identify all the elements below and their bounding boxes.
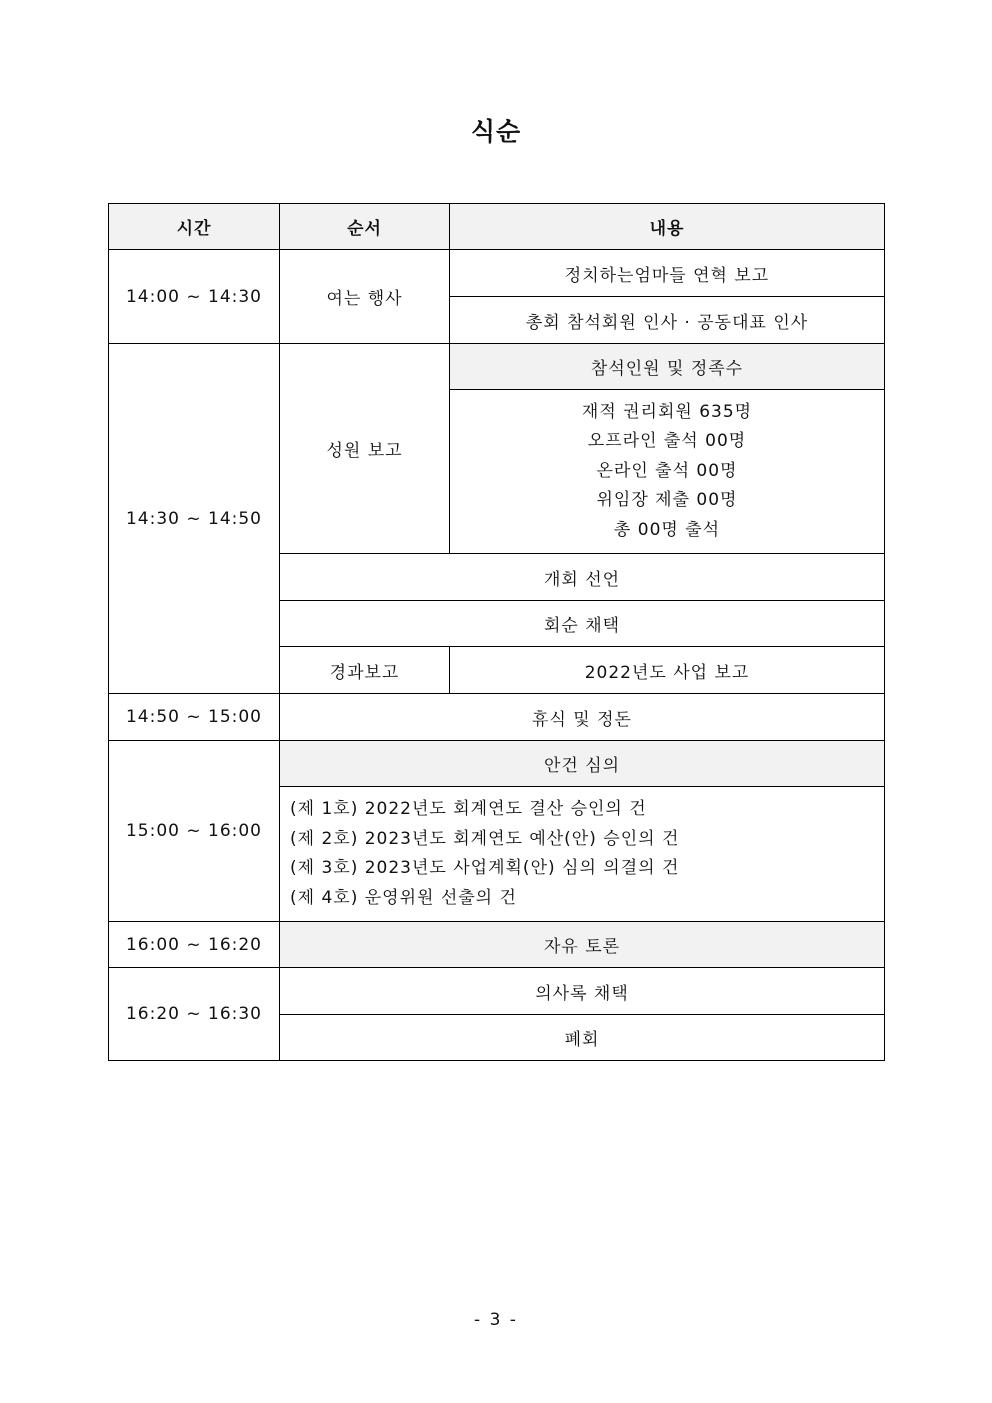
agenda-item: (제 2호) 2023년도 회계연도 예산(안) 승인의 건 <box>290 828 680 849</box>
order-cell: 성원 보고 <box>280 344 450 554</box>
order-cell: 경과보고 <box>280 647 450 694</box>
table-row <box>109 250 885 297</box>
agenda-table <box>108 203 885 1061</box>
deliberation-items <box>280 787 885 922</box>
quorum-line: 온라인 출석 00명 <box>596 460 738 481</box>
table-row <box>109 922 885 968</box>
time-cell: 14:30 ~ 14:50 <box>109 344 280 694</box>
header-order: 순서 <box>280 204 450 250</box>
quorum-details <box>450 390 885 554</box>
time-cell: 15:00 ~ 16:00 <box>109 741 280 922</box>
quorum-line: 위임장 제출 00명 <box>596 490 738 511</box>
agenda-item: (제 1호) 2022년도 회계연도 결산 승인의 건 <box>290 799 647 819</box>
table-row <box>109 741 885 787</box>
content-cell: 회순 채택 <box>280 601 885 647</box>
content-cell: 의사록 채택 <box>280 968 885 1015</box>
agenda-item: (제 3호) 2023년도 사업계획(안) 심의 의결의 건 <box>290 858 680 878</box>
page-number: - 3 - <box>474 1310 518 1330</box>
content-cell: 총회 참석회원 인사 · 공동대표 인사 <box>450 297 885 344</box>
content-cell: 2022년도 사업 보고 <box>450 647 885 694</box>
quorum-line: 재적 권리회원 635명 <box>581 401 753 422</box>
content-cell: 폐회 <box>280 1015 885 1061</box>
content-cell: 휴식 및 정돈 <box>280 694 885 741</box>
page-title: 식순 <box>470 117 522 146</box>
time-cell: 14:00 ~ 14:30 <box>109 250 280 344</box>
content-cell: 개회 선언 <box>280 554 885 601</box>
content-cell: 자유 토론 <box>280 922 885 968</box>
table-row <box>109 344 885 390</box>
quorum-line: 총 00명 출석 <box>613 519 721 540</box>
deliberation-header: 안건 심의 <box>280 741 885 787</box>
time-cell: 14:50 ~ 15:00 <box>109 694 280 741</box>
order-cell: 여는 행사 <box>280 250 450 344</box>
table-row <box>109 968 885 1015</box>
content-cell: 정치하는엄마들 연혁 보고 <box>450 250 885 297</box>
table-header-row <box>109 204 885 250</box>
time-cell: 16:20 ~ 16:30 <box>109 968 280 1061</box>
time-cell: 16:00 ~ 16:20 <box>109 922 280 968</box>
quorum-line: 오프라인 출석 00명 <box>587 431 747 452</box>
header-content: 내용 <box>450 204 885 250</box>
quorum-header: 참석인원 및 정족수 <box>450 344 885 390</box>
header-time: 시간 <box>109 204 280 250</box>
agenda-item: (제 4호) 운영위원 선출의 건 <box>290 887 517 908</box>
table-row <box>109 694 885 741</box>
